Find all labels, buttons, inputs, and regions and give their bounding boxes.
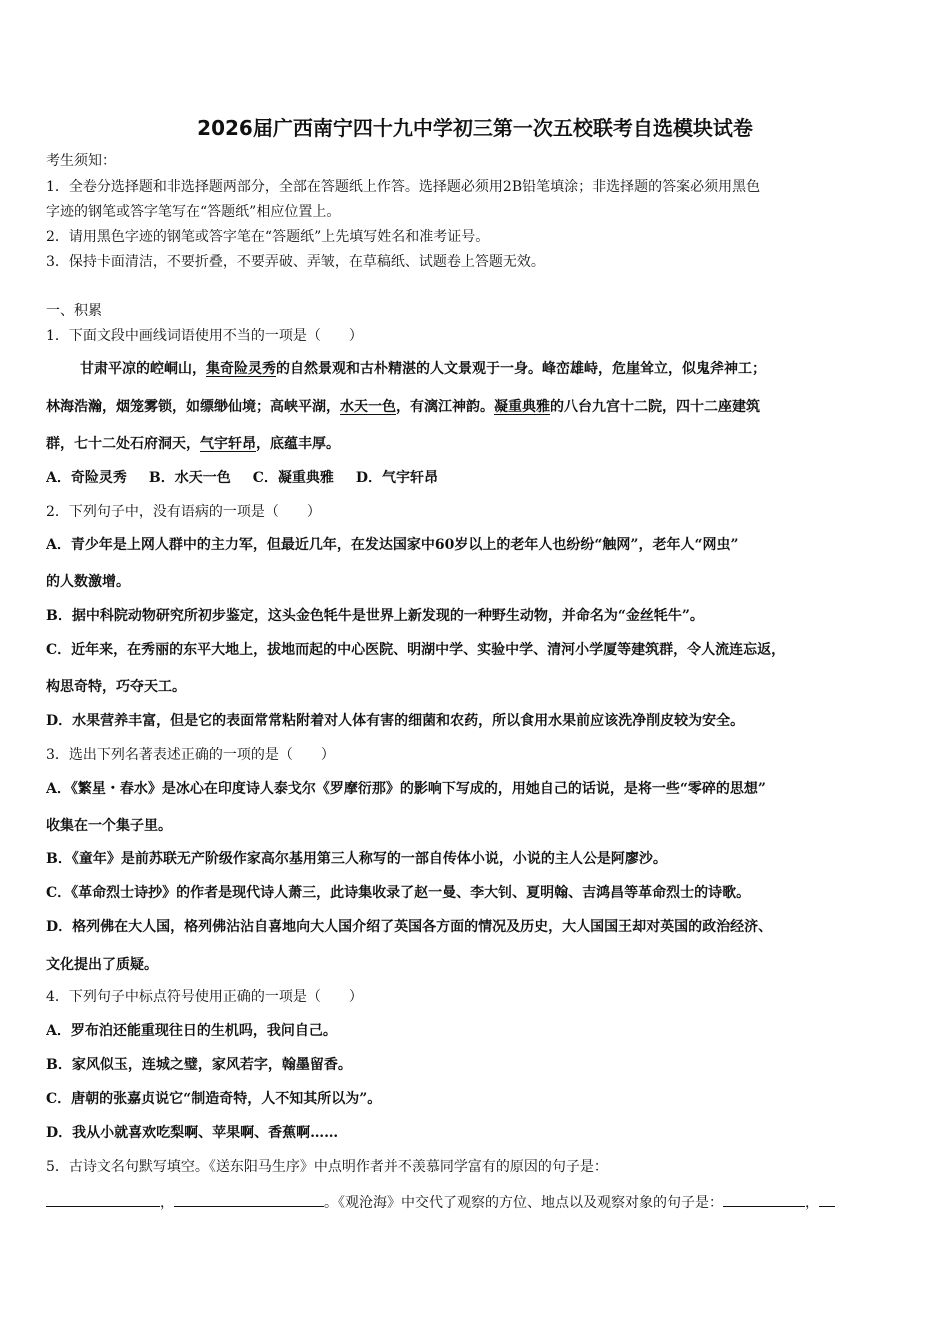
q3-option-b[interactable]: B．《童年》是前苏联无产阶级作家高尔基用第三人称写的一部自传体小说，小说的主人公是阿廖沙。	[46, 851, 667, 867]
q2-option-b[interactable]: B．据中科院动物研究所初步鉴定，这头金色牦牛是世界上新发现的一种野生动物，并命名为“金丝牦牛”。	[46, 608, 704, 624]
q1-passage-line	[46, 398, 916, 416]
underlined-phrase: 凝重典雅	[494, 399, 550, 415]
q3-option-a[interactable]: A．《繁星・春水》是冰心在印度诗人泰戈尔《罗摩衍那》的影响下写成的，用她自己的话说，是将一些“零碎的思想”	[46, 781, 766, 797]
question-5-stem: 5．古诗文名句默写填空。《送东阳马生序》中点明作者并不羡慕同学富有的原因的句子是：	[46, 1159, 608, 1175]
q5-blanks-line	[46, 1192, 910, 1212]
underlined-phrase: 气宇轩昂	[200, 436, 256, 452]
q3-option-d[interactable]: D．格列佛在大人国，格列佛沾沾自喜地向大人国介绍了英国各方面的情况及历史，大人国国王却对英国的政治经济、	[46, 919, 773, 935]
q4-option-b[interactable]: B．家风似玉，连城之璧，家风若字，翰墨留香。	[46, 1057, 352, 1073]
passage-text: ，有漓江神韵。	[396, 399, 494, 415]
passage-text: 林海浩瀚，烟笼雾锁，如缥缈仙境；高峡平湖，	[46, 399, 340, 415]
option-a[interactable]: A．奇险灵秀	[46, 470, 127, 486]
option-d[interactable]: D．气宇轩昂	[355, 470, 439, 486]
notice-heading: 考生须知：	[46, 153, 116, 169]
punctuation: ，	[805, 1195, 819, 1211]
option-c[interactable]: C．凝重典雅	[252, 470, 334, 486]
q2-option-d[interactable]: D．水果营养丰富，但是它的表面常常粘附着对人体有害的细菌和农药，所以食用水果前应该洗净削皮较为安全。	[46, 713, 745, 729]
q1-passage-line	[46, 435, 916, 453]
q3-option-c[interactable]: C．《革命烈士诗抄》的作者是现代诗人萧三，此诗集收录了赵一曼、李大钊、夏明翰、吉鸿昌等革命烈士的诗歌。	[46, 885, 751, 901]
underlined-phrase: 水天一色	[340, 399, 396, 415]
answer-blank[interactable]	[723, 1192, 805, 1207]
q3-option-d-cont: 文化提出了质疑。	[46, 957, 158, 973]
q5-mid-text: 。《观沧海》中交代了观察的方位、地点以及观察对象的句子是：	[324, 1195, 723, 1211]
answer-blank[interactable]	[46, 1192, 160, 1207]
answer-blank[interactable]	[819, 1192, 835, 1207]
notice-item: 字迹的钢笔或答字笔写在“答题纸”相应位置上。	[46, 204, 341, 220]
q1-options	[46, 469, 916, 487]
page-title: 2026届广西南宁四十九中学初三第一次五校联考自选模块试卷	[197, 116, 753, 140]
question-4-stem: 4．下列句子中标点符号使用正确的一项是（ ）	[46, 989, 363, 1005]
notice-item: 1．全卷分选择题和非选择题两部分，全部在答题纸上作答。选择题必须用2B铅笔填涂；非选择题的答案必须用黑色	[46, 179, 761, 195]
question-2-stem: 2．下列句子中，没有语病的一项是（ ）	[46, 504, 321, 520]
passage-text: 甘肃平凉的崆峒山，	[80, 361, 206, 377]
underlined-phrase: 集奇险灵秀	[206, 361, 276, 377]
option-b[interactable]: B．水天一色	[148, 470, 231, 486]
answer-blank[interactable]	[174, 1192, 324, 1207]
section-heading: 一、积累	[46, 303, 102, 319]
q2-option-c-cont: 构思奇特，巧夺天工。	[46, 679, 186, 695]
q1-passage-line	[80, 360, 910, 378]
passage-text: 群，七十二处石府洞天，	[46, 436, 200, 452]
q4-option-a[interactable]: A．罗布泊还能重现往日的生机吗，我问自己。	[46, 1023, 337, 1039]
question-3-stem: 3．选出下列名著表述正确的一项的是（ ）	[46, 747, 335, 763]
q2-option-a[interactable]: A．青少年是上网人群中的主力军，但最近几年，在发达国家中60岁以上的老年人也纷纷“触网”，老年人“网虫”	[46, 537, 739, 553]
q4-option-c[interactable]: C．唐朝的张嘉贞说它“制造奇特，人不知其所以为”。	[46, 1091, 382, 1107]
passage-text: 的八台九宫十二院，四十二座建筑	[550, 399, 760, 415]
passage-text: ，底蕴丰厚。	[256, 436, 340, 452]
q2-option-c[interactable]: C．近年来，在秀丽的东平大地上，拔地而起的中心医院、明湖中学、实验中学、清河小学厦等建筑群，令人流连忘返，	[46, 642, 786, 658]
notice-item: 3．保持卡面清洁，不要折叠，不要弄破、弄皱，在草稿纸、试题卷上答题无效。	[46, 254, 545, 270]
q2-option-a-cont: 的人数激增。	[46, 574, 130, 590]
q4-option-d[interactable]: D．我从小就喜欢吃梨啊、苹果啊、香蕉啊……	[46, 1125, 339, 1141]
notice-item: 2．请用黑色字迹的钢笔或答字笔在“答题纸”上先填写姓名和准考证号。	[46, 229, 490, 245]
question-1-stem: 1．下面文段中画线词语使用不当的一项是（ ）	[46, 328, 363, 344]
punctuation: ，	[160, 1195, 174, 1211]
q3-option-a-cont: 收集在一个集子里。	[46, 818, 172, 834]
passage-text: 的自然景观和古朴精湛的人文景观于一身。峰峦雄峙，危崖耸立，似鬼斧神工；	[276, 361, 766, 377]
